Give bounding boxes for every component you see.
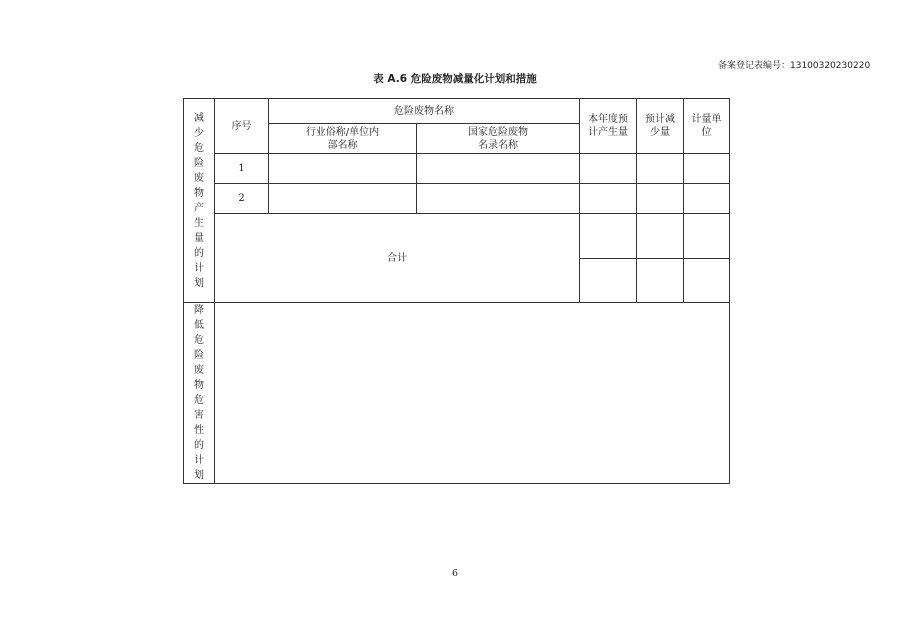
registration-number: 备案登记表编号：13100320230220 xyxy=(718,61,871,71)
page-number: 6 xyxy=(451,568,459,579)
hazard-plan-content xyxy=(215,303,730,484)
cell-empty xyxy=(417,154,580,184)
header-seq: 序号 xyxy=(215,99,269,154)
cell-empty xyxy=(684,214,730,259)
cell-empty xyxy=(580,259,637,303)
row-seq: 1 xyxy=(215,154,269,184)
cell-empty xyxy=(684,154,730,184)
header-unit xyxy=(684,99,730,154)
header-industry-name-text: 行业俗称/单位内部名称 xyxy=(305,126,380,151)
cell-empty xyxy=(684,184,730,214)
header-industry-name xyxy=(269,124,417,154)
cell-empty xyxy=(580,154,637,184)
cell-empty xyxy=(417,184,580,214)
table-title: 表 A.6 危险废物减量化计划和措施 xyxy=(373,73,537,85)
header-waste-name: 危险废物名称 xyxy=(269,99,580,124)
cell-empty xyxy=(637,184,684,214)
cell-empty xyxy=(684,259,730,303)
section-label-hazard-text: 降低危险废物危害性的计划 xyxy=(194,305,204,481)
header-national-name-text: 国家危险废物名录名称 xyxy=(468,126,528,151)
reduction-plan-table xyxy=(183,98,730,484)
header-reduction xyxy=(637,99,684,154)
cell-empty xyxy=(580,214,637,259)
header-unit-text: 计量单位 xyxy=(691,114,722,138)
cell-empty xyxy=(637,154,684,184)
cell-empty xyxy=(580,184,637,214)
section-label-reduce xyxy=(184,99,215,303)
header-annual-output-text: 本年度预计产生量 xyxy=(588,114,628,138)
header-national-name xyxy=(417,124,580,154)
header-reduction-text: 预计减少量 xyxy=(645,114,675,138)
total-label: 合计 xyxy=(215,214,580,303)
section-label-hazard xyxy=(184,303,215,484)
cell-empty xyxy=(637,259,684,303)
section-label-reduce-text: 减少危险废物产生量的计划 xyxy=(194,112,204,289)
table-row xyxy=(184,154,730,184)
cell-empty xyxy=(269,184,417,214)
header-annual-output xyxy=(580,99,637,154)
row-seq: 2 xyxy=(215,184,269,214)
cell-empty xyxy=(269,154,417,184)
cell-empty xyxy=(637,214,684,259)
table-row xyxy=(184,184,730,214)
